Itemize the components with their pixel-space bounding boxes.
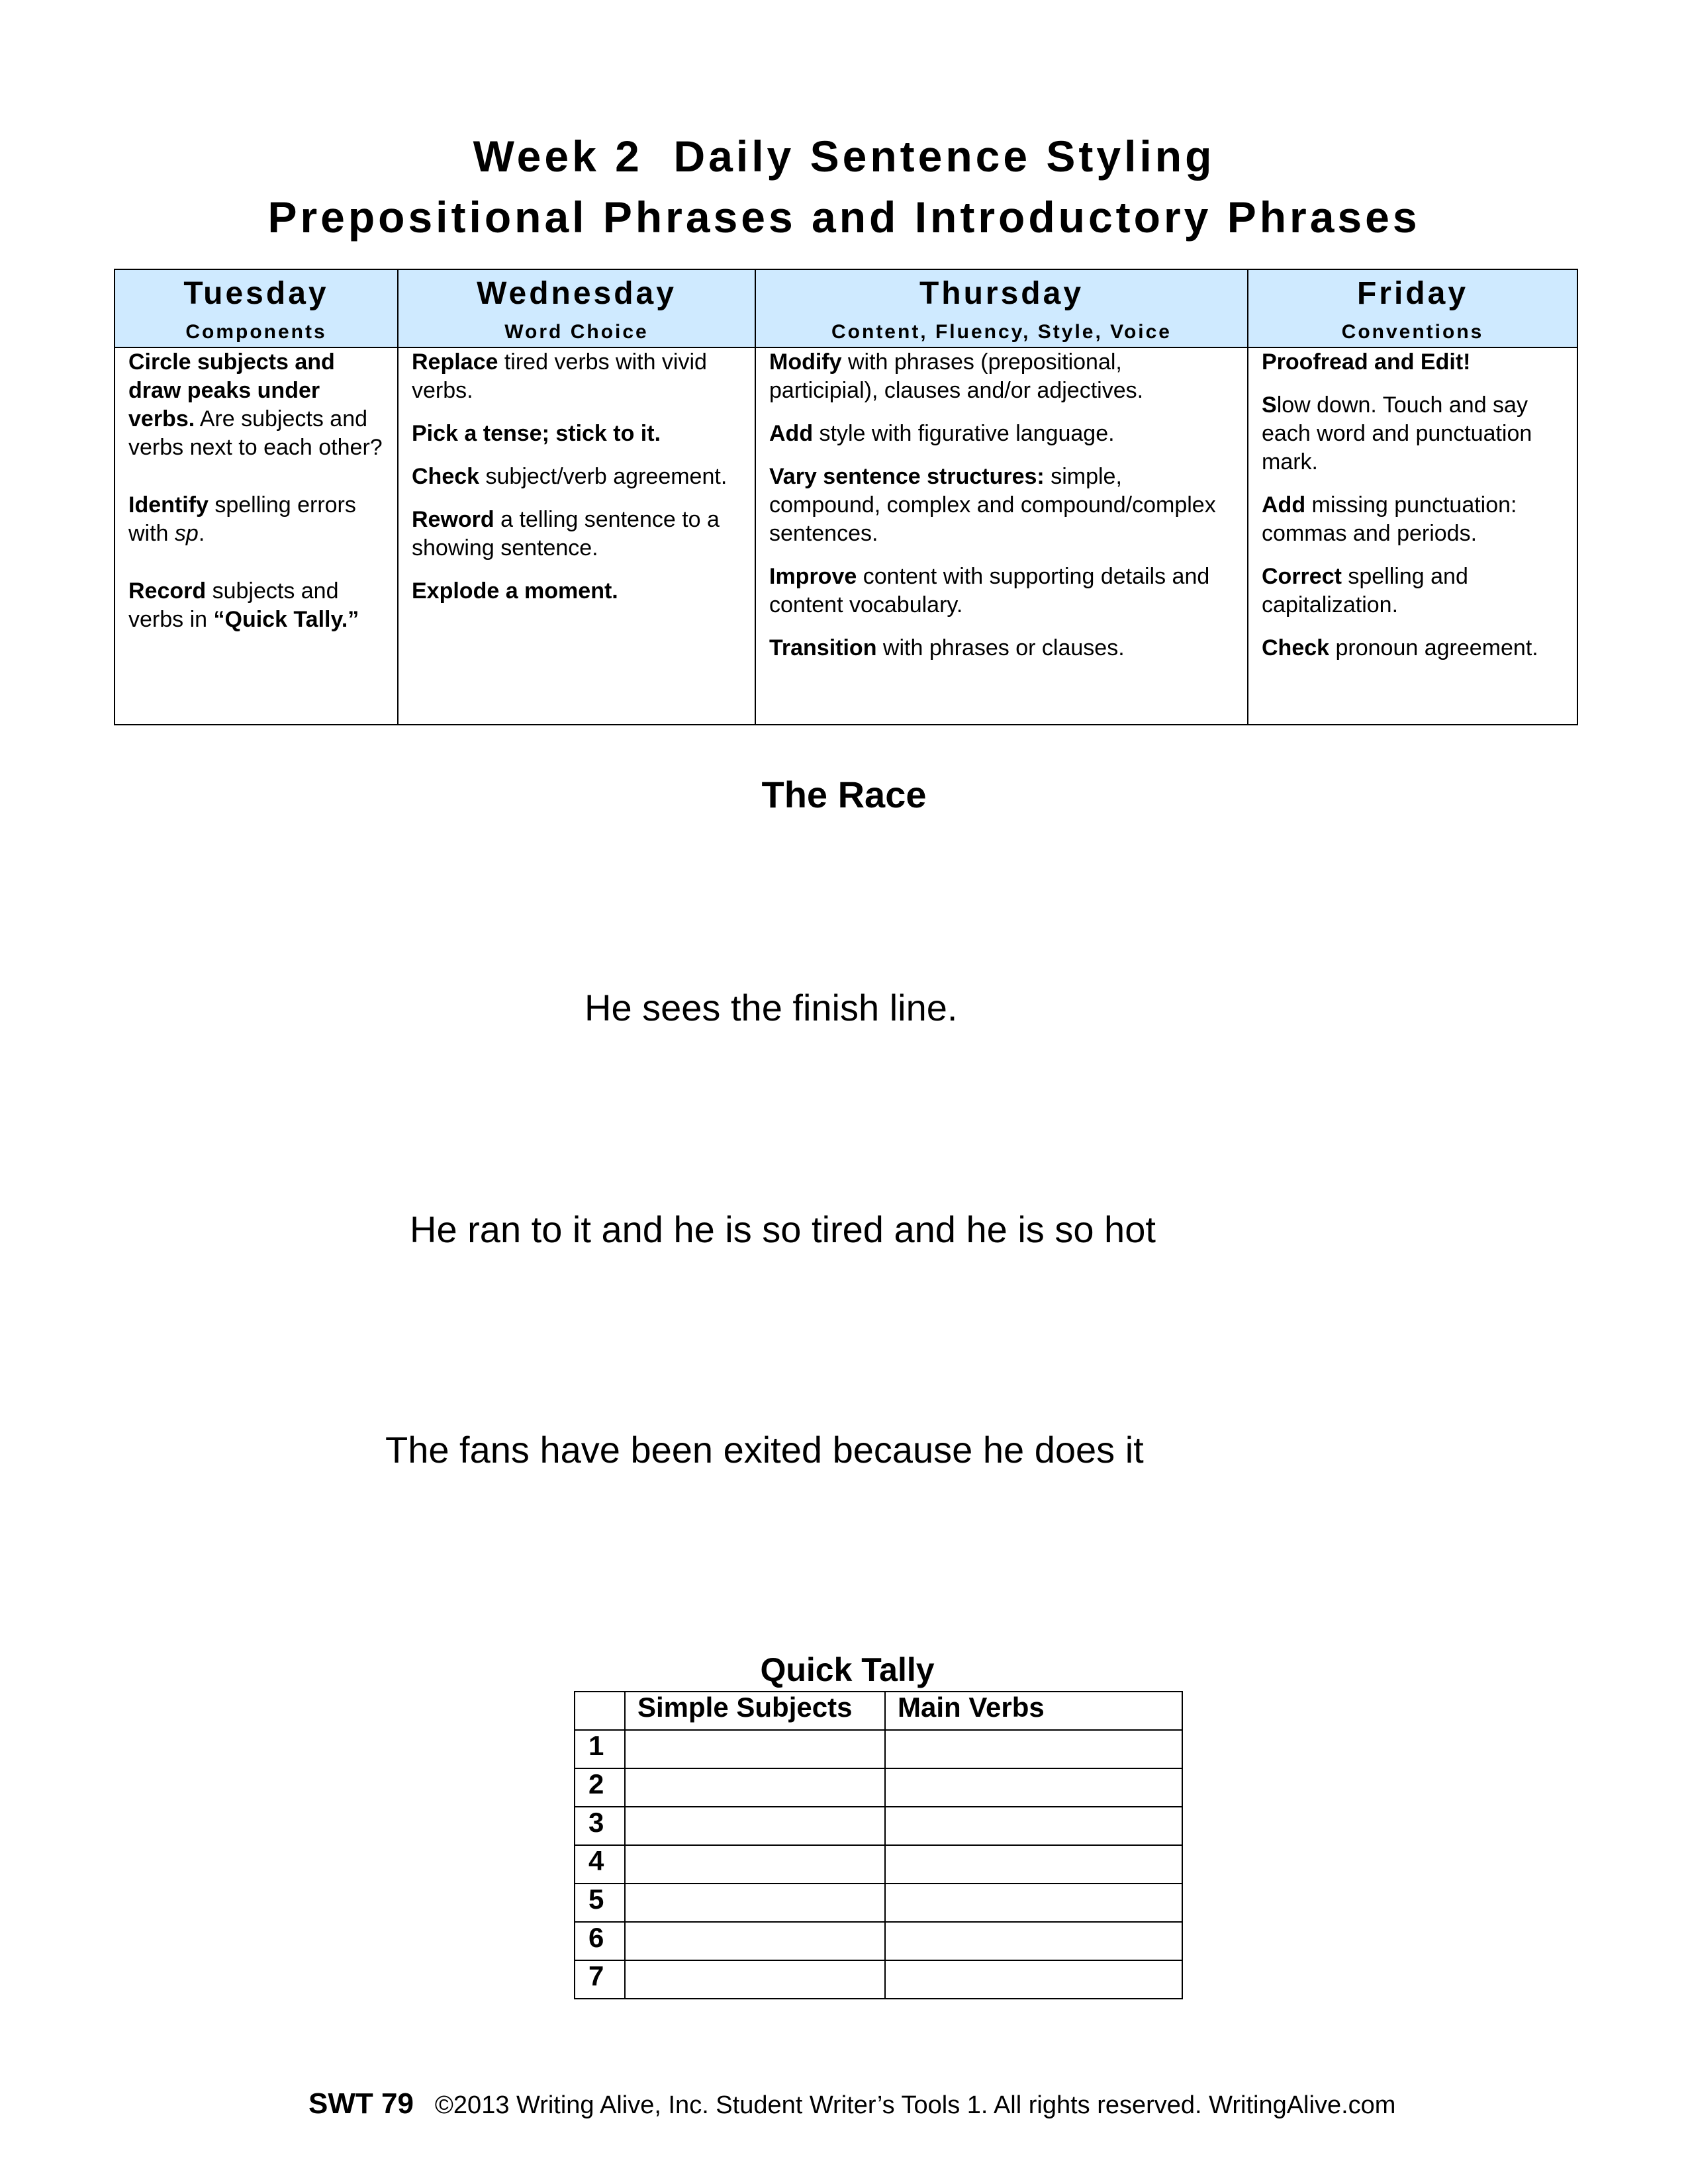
instruction: Correct spelling and capitalization. (1262, 564, 1468, 617)
instruction: Reword a telling sentence to a showing sentence. (412, 507, 720, 561)
instruction: Transition with phrases or clauses. (769, 635, 1125, 660)
instruction: Check subject/verb agreement. (412, 464, 727, 489)
verb-cell[interactable] (885, 1960, 1182, 1999)
instruction: Replace tired verbs with vivid verbs. (412, 349, 707, 403)
instruction: Pick a tense; stick to it. (412, 421, 661, 446)
day-subtitle: Conventions (1341, 321, 1484, 343)
instruction: Explode a moment. (412, 578, 618, 604)
subject-cell[interactable] (625, 1845, 885, 1884)
verb-cell[interactable] (885, 1884, 1182, 1922)
instruction: Circle subjects and draw peaks under verbs. Are subjects and verbs next to each other? (128, 349, 383, 460)
verb-cell[interactable] (885, 1922, 1182, 1960)
sentence-3: The fans have been exited because he does it (385, 1429, 1144, 1471)
quick-tally-table (574, 1691, 1183, 1999)
instruction: Vary sentence structures: simple, compound, complex and compound/complex sentences. (769, 464, 1216, 546)
tuesday-header (115, 269, 398, 347)
instruction: Improve content with supporting details and content vocabulary. (769, 564, 1210, 617)
verb-cell[interactable] (885, 1807, 1182, 1845)
row-number: 4 (575, 1845, 625, 1884)
copyright-text: ©2013 Writing Alive, Inc. Student Writer’s Tools 1. All rights reserved. WritingAlive.com (434, 2091, 1396, 2119)
friday-header (1248, 269, 1577, 347)
day-label: Friday (1356, 276, 1469, 311)
day-label: Tuesday (183, 276, 329, 311)
row-number: 6 (575, 1922, 625, 1960)
row-number: 7 (575, 1960, 625, 1999)
day-subtitle: Word Choice (504, 321, 649, 343)
friday-instructions (1248, 347, 1577, 725)
sentence-1: He sees the finish line. (585, 987, 958, 1028)
row-number: 1 (575, 1730, 625, 1768)
instruction: Record subjects and verbs in “Quick Tally.” (128, 578, 359, 632)
page-footer (308, 2087, 1395, 2120)
wednesday-instructions (398, 347, 755, 725)
thursday-header (755, 269, 1248, 347)
daily-styling-table (114, 269, 1578, 725)
table-row (575, 1730, 1182, 1768)
verb-cell[interactable] (885, 1768, 1182, 1807)
column-header-verbs: Main Verbs (885, 1692, 1182, 1730)
page-title: Week 2 Daily Sentence Styling (473, 132, 1215, 181)
verb-cell[interactable] (885, 1730, 1182, 1768)
quick-tally-title: Quick Tally (760, 1651, 935, 1688)
table-header-row (575, 1692, 1182, 1730)
day-label: Wednesday (477, 276, 677, 311)
instruction: Proofread and Edit! (1262, 349, 1471, 375)
instruction: Add style with figurative language. (769, 421, 1115, 446)
day-subtitle: Components (185, 321, 327, 343)
subject-cell[interactable] (625, 1922, 885, 1960)
instruction: Slow down. Touch and say each word and punctuation mark. (1262, 392, 1532, 475)
subject-cell[interactable] (625, 1884, 885, 1922)
subject-cell[interactable] (625, 1768, 885, 1807)
table-row (575, 1807, 1182, 1845)
sentence-2: He ran to it and he is so tired and he is so hot (410, 1208, 1156, 1250)
table-row (575, 1845, 1182, 1884)
subject-cell[interactable] (625, 1730, 885, 1768)
instruction: Identify spelling errors with sp. (128, 492, 356, 546)
instruction: Modify with phrases (prepositional, participial), clauses and/or adjectives. (769, 349, 1144, 403)
instruction: Check pronoun agreement. (1262, 635, 1538, 660)
corner-cell (575, 1692, 625, 1730)
table-row (575, 1960, 1182, 1999)
table-row (575, 1768, 1182, 1807)
story-title: The Race (761, 774, 927, 815)
page-number: SWT 79 (308, 2087, 414, 2120)
row-number: 2 (575, 1768, 625, 1807)
table-row (575, 1922, 1182, 1960)
column-header-subjects: Simple Subjects (625, 1692, 885, 1730)
subject-cell[interactable] (625, 1960, 885, 1999)
day-subtitle: Content, Fluency, Style, Voice (831, 321, 1172, 343)
page-subtitle: Prepositional Phrases and Introductory Phrases (267, 193, 1421, 242)
thursday-instructions (755, 347, 1248, 725)
subject-cell[interactable] (625, 1807, 885, 1845)
verb-cell[interactable] (885, 1845, 1182, 1884)
row-number: 5 (575, 1884, 625, 1922)
row-number: 3 (575, 1807, 625, 1845)
day-label: Thursday (919, 276, 1084, 311)
table-row (575, 1884, 1182, 1922)
tuesday-instructions (115, 347, 398, 725)
wednesday-header (398, 269, 755, 347)
instruction: Add missing punctuation: commas and periods. (1262, 492, 1517, 546)
